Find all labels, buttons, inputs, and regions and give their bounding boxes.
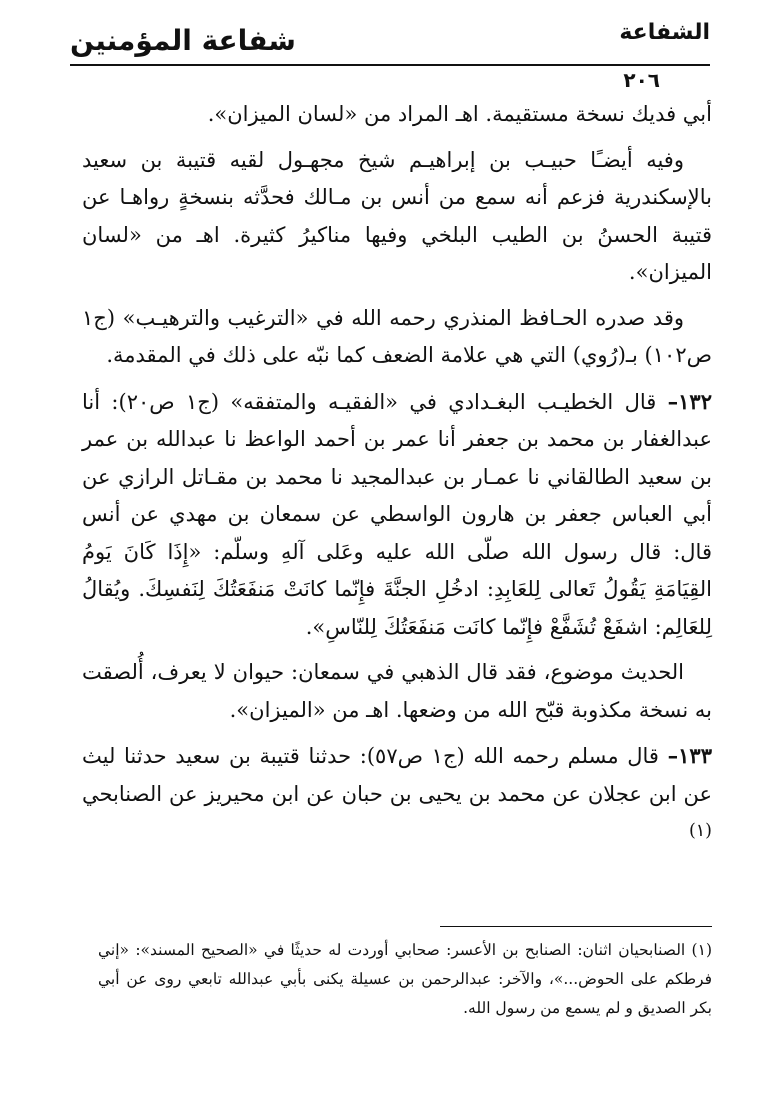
paragraph bbox=[82, 654, 712, 729]
paragraph-text: قال الخطيـب البغـدادي في «الفقيـه والمتفقه» (ج١ ص٢٠): أنا عبدالغفار بن محمد بن جعفر أنا عمر بن أحمد الواعظ نا عبدالله بن عمر بن سعيد الطالقاني نا عمـار بن عبدالمجيد نا محمد بن مقـاتل الرازي عن أبي العباس جعفر بن هارون الواسطي عن سمعان بن مهدي عن أنس قال: قال رسول الله صلّى الله عليه وعَلى آلهِ وسلّم: «إِذَا كَانَ يَومُ القِيَامَةِ يَقُولُ تَعالى لِلعَابِدِ: ادخُلِ الجنَّةَ فإِنّما كانَتْ مَنفَعَتُكَ لِنَفسِكَ. ويُقالُ لِلعَالِم: اشفَعْ تُشَفَّعْ فإِنّما كانَت مَنفَعَتُكَ لِلنّاسِ». bbox=[82, 389, 712, 639]
book-title: شفاعة المؤمنين bbox=[70, 24, 296, 57]
footnote-text: الصنابحيان اثنان: الصنابح بن الأعسر: صحابي أوردت له حديثًا في «الصحيح المسند»: «إني فرطكم على الحوض...»، والآخر: عبدالرحمن بن عسيلة يكنى بأبي عبدالله تابعي روى عن أبي بكر الصديق و لم يسمع من رسول الله. bbox=[98, 941, 712, 1017]
paragraph bbox=[82, 142, 712, 292]
footnote-divider bbox=[440, 926, 712, 927]
page-header bbox=[70, 20, 710, 90]
section-title: الشفاعة bbox=[619, 20, 710, 45]
paragraph-text: أبي فديك نسخة مستقيمة. اهـ المراد من «لسان الميزان». bbox=[207, 102, 712, 126]
paragraph-text: الحديث موضوع، فقد قال الذهبي في سمعان: حيوان لا يعرف، أُلصقت به نسخة مكذوبة قبّح الله من وضعها. اهـ من «الميزان». bbox=[82, 660, 712, 722]
paragraph bbox=[82, 96, 712, 134]
entry-number: ١٣٢– bbox=[667, 388, 712, 414]
entry-number: ١٣٣– bbox=[667, 743, 712, 768]
header-rule bbox=[70, 64, 710, 66]
footnote-marker: (١) bbox=[691, 941, 712, 959]
footnote bbox=[98, 936, 712, 1023]
paragraph-text: وفيه أيضـًا حبيـب بن إبراهيـم شيخ مجهـول لقيه قتيبة بن سعيد بالإسكندرية فزعم أنه سمع من أنس بن مـالك فحدَّثه بنسخةٍ رواهـا عن قتيبة الحسنُ بن الطيب البلخي وفيها مناكيرُ كثيرة. اهـ من «لسان الميزان». bbox=[82, 147, 712, 284]
paragraph bbox=[82, 300, 712, 375]
footnote-reference[interactable]: (١) bbox=[688, 821, 712, 841]
paragraph-text: قال مسلم رحمه الله (ج١ ص٥٧): حدثنا قتيبة بن سعيد حدثنا ليث عن ابن عجلان عن محمد بن يحيى بن حبان عن ابن محيريز عن الصنابحي bbox=[82, 744, 712, 806]
hadith-entry bbox=[82, 383, 712, 647]
paragraph-text: وقد صدره الحـافظ المنذري رحمه الله في «الترغيب والترهيـب» (ج١ ص١٠٢) بـ(رُوي) التي هي علامة الضعف كما نبّه على ذلك في المقدمة. bbox=[82, 305, 712, 367]
hadith-entry bbox=[82, 737, 712, 857]
page-number: ٢٠٦ bbox=[617, 68, 666, 92]
main-text bbox=[82, 96, 712, 865]
